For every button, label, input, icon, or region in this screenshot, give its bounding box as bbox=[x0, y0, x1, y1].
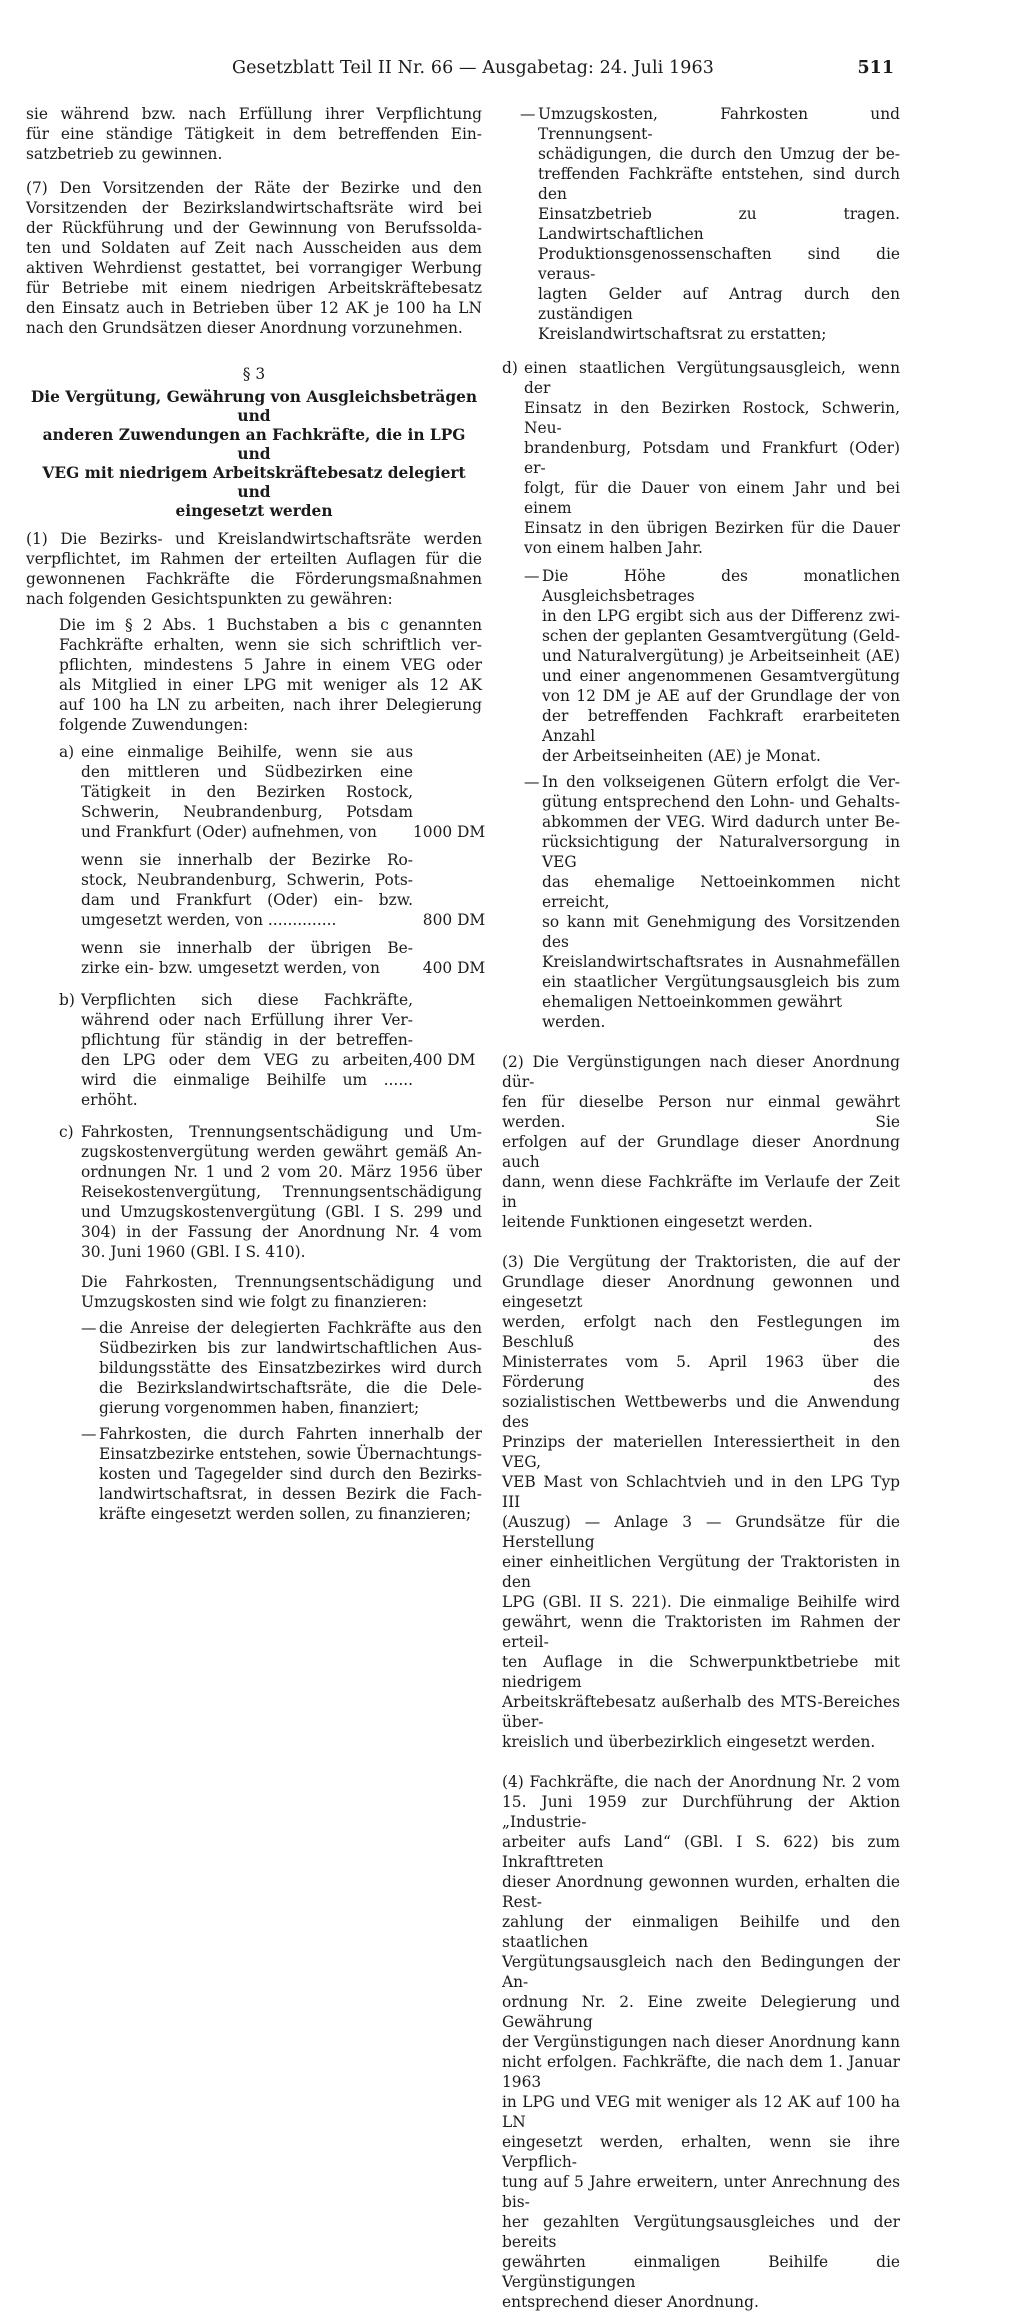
text-line: eingesetzt werden, erhalten, wenn sie ihre Verpflich- bbox=[502, 2133, 900, 2171]
text-line: brandenburg, Potsdam und Frankfurt (Oder) er- bbox=[524, 439, 900, 477]
amount-row-a2 bbox=[81, 850, 513, 930]
text-line: zugskostenvergütung werden gewährt gemäß An- bbox=[81, 1143, 482, 1161]
text-line: erhöht. bbox=[81, 1091, 138, 1109]
text-line: von 12 DM je AE auf der Grundlage der von bbox=[542, 687, 900, 705]
text-line: schen der geplanten Gesamtvergütung (Geld- bbox=[542, 627, 900, 645]
item-a1-text bbox=[81, 742, 413, 842]
text-line: abkommen der VEG. Wird dadurch unter Be- bbox=[542, 813, 900, 831]
item-label-c: c) bbox=[59, 1123, 74, 1141]
c-dash-2-text bbox=[99, 1424, 482, 1524]
text-line: den LPG oder dem VEG zu arbeiten, bbox=[81, 1051, 413, 1069]
text-line: folgende Zuwendungen: bbox=[59, 716, 249, 734]
text-line: leitende Funktionen eingesetzt werden. bbox=[502, 1213, 813, 1231]
text-line: nicht erfolgen. Fachkräfte, die nach dem 1. Januar 1963 bbox=[502, 2053, 900, 2091]
r-dash-1-text bbox=[538, 104, 900, 344]
text-line: anderen Zuwendungen an Fachkräfte, die in LPG und bbox=[42, 426, 466, 463]
text-line: den Einsatz auch in Betrieben über 12 AK je 100 ha LN bbox=[26, 299, 482, 317]
text-line: zirke ein- bzw. umgesetzt werden, von bbox=[81, 959, 380, 977]
text-line: Verpflichten sich diese Fachkräfte, bbox=[81, 991, 413, 1009]
item-label-d: d) bbox=[502, 359, 518, 377]
text-line: kreislich und überbezirklich eingesetzt werden. bbox=[502, 1733, 876, 1751]
text-line: Einsatz in den übrigen Bezirken für die Dauer bbox=[524, 519, 900, 537]
text-line: eine einmalige Beihilfe, wenn sie aus bbox=[81, 743, 413, 761]
item-c-text bbox=[81, 1122, 482, 1262]
d-dash-item-1 bbox=[524, 566, 900, 766]
text-line: Die Vergütung, Gewährung von Ausgleichsbeträgen und bbox=[30, 388, 478, 425]
text-line: erfolgen auf der Grundlage dieser Anordnung auch bbox=[502, 1133, 900, 1171]
list-item-c bbox=[59, 1122, 482, 1524]
text-line: landwirtschaftsrat, in dessen Bezirk die Fach- bbox=[99, 1485, 482, 1503]
text-line: LPG (GBl. II S. 221). Die einmalige Beihilfe wird bbox=[502, 1593, 900, 1611]
item-a2-text bbox=[81, 850, 413, 930]
text-line: Die Höhe des monatlichen Ausgleichsbetrages bbox=[542, 567, 900, 605]
c-dash-item-1 bbox=[81, 1318, 482, 1418]
text-line: wenn sie innerhalb der übrigen Be- bbox=[81, 939, 413, 957]
item-d-text bbox=[524, 358, 900, 558]
amount-row-a1 bbox=[81, 742, 513, 842]
c-dash-item-2 bbox=[81, 1424, 482, 1524]
benefits-block bbox=[59, 615, 486, 1524]
list-item-d bbox=[502, 358, 900, 1032]
paragraph-4 bbox=[502, 1772, 900, 2312]
text-line: Umzugskosten sind wie folgt zu finanzieren: bbox=[81, 1293, 428, 1311]
list-item-b bbox=[59, 990, 482, 1110]
paragraph-3 bbox=[502, 1252, 900, 1752]
text-line: und Naturalvergütung) je Arbeitseinheit (AE) bbox=[542, 647, 900, 665]
text-line: die Anreise der delegierten Fachkräfte aus den bbox=[99, 1319, 482, 1337]
text-line: dieser Anordnung gewonnen wurden, erhalten die Rest- bbox=[502, 1873, 900, 1911]
text-line: während oder nach Erfüllung ihrer Ver- bbox=[81, 1011, 413, 1029]
text-line: satzbetrieb zu gewinnen. bbox=[26, 145, 223, 163]
text-line: tung auf 5 Jahre erweitern, unter Anrechnung des bis- bbox=[502, 2173, 900, 2211]
text-line: verpflichtet, im Rahmen der erteilten Auflagen für die bbox=[26, 550, 482, 568]
text-line: Einsatz in den Bezirken Rostock, Schwerin, Neu- bbox=[524, 399, 900, 437]
text-line: Die Fahrkosten, Trennungsentschädigung und bbox=[81, 1273, 482, 1291]
text-line: VEB Mast von Schlachtvieh und in den LPG Typ III bbox=[502, 1473, 900, 1511]
text-line: 304) in der Fassung der Anordnung Nr. 4 vom bbox=[81, 1223, 482, 1241]
text-line: gewährt, wenn die Traktoristen im Rahmen der erteil- bbox=[502, 1613, 900, 1651]
text-line: bildungsstätte des Einsatzbezirkes wird durch bbox=[99, 1359, 482, 1377]
text-line: aktiven Wehrdienst gestattet, bei vorrangiger Werbung bbox=[26, 259, 482, 277]
d-dash-2-text bbox=[542, 772, 900, 1032]
dash-marker: — bbox=[81, 1319, 97, 1337]
text-line: lagten Gelder auf Antrag durch den zuständigen bbox=[538, 285, 900, 323]
text-line: in den LPG ergibt sich aus der Differenz zwi- bbox=[542, 607, 900, 625]
text-line: her gezahlten Vergütungsausgleiches und der bereits bbox=[502, 2213, 900, 2251]
section-number: § 3 bbox=[242, 365, 266, 383]
item-a3-text bbox=[81, 938, 413, 978]
text-line: nach den Grundsätzen dieser Anordnung vorzunehmen. bbox=[26, 319, 463, 337]
text-line: gütung entsprechend den Lohn- und Gehalts- bbox=[542, 793, 900, 811]
text-line: (Auszug) — Anlage 3 — Grundsätze für die Herstellung bbox=[502, 1513, 900, 1551]
text-line: (7) Den Vorsitzenden der Räte der Bezirke und den bbox=[26, 179, 482, 197]
text-line: folgt, für die Dauer von einem Jahr und bei einem bbox=[524, 479, 900, 517]
text-line: für Betriebe mit einem niedrigen Arbeitskräftebesatz bbox=[26, 279, 482, 297]
amount-a3: 400 DM bbox=[422, 959, 486, 977]
text-line: zahlung der einmaligen Beihilfe und den staatlichen bbox=[502, 1913, 900, 1951]
text-line: den mittleren und Südbezirken eine bbox=[81, 763, 413, 781]
text-line: eingesetzt werden bbox=[175, 502, 333, 520]
text-line: (1) Die Bezirks- und Kreislandwirtschaftsräte werden bbox=[26, 530, 482, 548]
text-line: der Arbeitseinheiten (AE) je Monat. bbox=[542, 747, 821, 765]
text-line: von einem halben Jahr. bbox=[524, 539, 703, 557]
text-line: der betreffenden Fachkraft erarbeiteten Anzahl bbox=[542, 707, 900, 745]
text-line: dam und Frankfurt (Oder) ein- bzw. bbox=[81, 891, 413, 909]
text-line: und Frankfurt (Oder) aufnehmen, von bbox=[81, 823, 377, 841]
text-line: kräfte eingesetzt werden sollen, zu finanzieren; bbox=[99, 1505, 472, 1523]
page-number: 511 bbox=[857, 58, 894, 78]
text-line: und Umzugskostenvergütung (GBl. I S. 299 und bbox=[81, 1203, 482, 1221]
text-line: umgesetzt werden, von .............. bbox=[81, 911, 337, 929]
section-title bbox=[26, 388, 482, 521]
text-line: Schwerin, Neubrandenburg, Potsdam bbox=[81, 803, 413, 821]
text-line: (2) Die Vergünstigungen nach dieser Anordnung dür- bbox=[502, 1053, 900, 1091]
text-line: Grundlage dieser Anordnung gewonnen und eingesetzt bbox=[502, 1273, 900, 1311]
dash-marker: — bbox=[520, 105, 536, 123]
header-title: Gesetzblatt Teil II Nr. 66 — Ausgabetag: 24. Juli 1963 bbox=[232, 58, 714, 78]
text-line: 15. Juni 1959 zur Durchführung der Aktion „Industrie- bbox=[502, 1793, 900, 1831]
right-column bbox=[502, 104, 900, 2312]
text-line: Vergütungsausgleich nach den Bedingungen der An- bbox=[502, 1953, 900, 1991]
text-line: Fachkräfte erhalten, wenn sie sich schriftlich ver- bbox=[59, 636, 482, 654]
text-line: einer einheitlichen Vergütung der Traktoristen in den bbox=[502, 1553, 900, 1591]
text-line: In den volkseigenen Gütern erfolgt die Ver- bbox=[542, 773, 900, 791]
text-line: ordnungen Nr. 1 und 2 vom 20. März 1956 über bbox=[81, 1163, 482, 1181]
text-line: die Bezirkslandwirtschaftsräte, die die Dele- bbox=[99, 1379, 482, 1397]
dash-marker: — bbox=[524, 567, 540, 585]
page-header bbox=[232, 56, 952, 90]
text-line: einen staatlichen Vergütungsausgleich, wenn der bbox=[524, 359, 900, 397]
amount-row-b bbox=[81, 990, 503, 1110]
text-line: 30. Juni 1960 (GBl. I S. 410). bbox=[81, 1243, 306, 1261]
item-label-a: a) bbox=[59, 743, 75, 761]
text-line: Fahrkosten, die durch Fahrten innerhalb der bbox=[99, 1425, 482, 1443]
text-line: in LPG und VEG mit weniger als 12 AK auf 100 ha LN bbox=[502, 2093, 900, 2131]
text-line: pflichten, mindestens 5 Jahre in einem VEG oder bbox=[59, 656, 482, 674]
r-dash-item-1 bbox=[520, 104, 900, 344]
text-line: stock, Neubrandenburg, Schwerin, Pots- bbox=[81, 871, 413, 889]
text-line: (3) Die Vergütung der Traktoristen, die auf der bbox=[502, 1253, 900, 1271]
text-line: treffenden Fachkräfte entstehen, sind durch den bbox=[538, 165, 900, 203]
paragraph-1 bbox=[26, 529, 482, 609]
text-line: Südbezirken bis zur landwirtschaftlichen Aus- bbox=[99, 1339, 482, 1357]
text-line: Ministerrates vom 5. April 1963 über die Förderung des bbox=[502, 1353, 900, 1391]
text-line: gewonnenen Fachkräfte die Förderungsmaßnahmen bbox=[26, 570, 482, 588]
text-line: und einer angenommenen Gesamtvergütung bbox=[542, 667, 900, 685]
text-line: Einsatzbezirke entstehen, sowie Übernachtungs- bbox=[99, 1445, 482, 1463]
text-line: (4) Fachkräfte, die nach der Anordnung Nr. 2 vom bbox=[502, 1773, 900, 1791]
text-line: Fahrkosten, Trennungsentschädigung und Um- bbox=[81, 1123, 482, 1141]
text-line: wird die einmalige Beihilfe um ...... bbox=[81, 1071, 413, 1089]
text-line: Die im § 2 Abs. 1 Buchstaben a bis c genannten bbox=[59, 616, 482, 634]
text-line: Kreislandwirtschaftsrates in Ausnahmefällen bbox=[542, 953, 900, 971]
text-line: ten Auflage in die Schwerpunktbetriebe mit niedrigem bbox=[502, 1653, 900, 1691]
text-line: ehemaligen Nettoeinkommen gewährt werden. bbox=[542, 993, 843, 1031]
text-line: dann, wenn diese Fachkräfte im Verlaufe der Zeit in bbox=[502, 1173, 900, 1211]
amount-row-a3 bbox=[81, 938, 513, 978]
text-line: Prinzips der materiellen Interessiertheit in den VEG, bbox=[502, 1433, 900, 1471]
text-line: Arbeitskräftebesatz außerhalb des MTS-Bereiches über- bbox=[502, 1693, 900, 1731]
text-line: fen für dieselbe Person nur einmal gewährt werden. Sie bbox=[502, 1093, 900, 1131]
text-line: ten und Soldaten auf Zeit nach Ausscheiden aus dem bbox=[26, 239, 482, 257]
text-line: gierung vorgenommen haben, finanziert; bbox=[99, 1399, 420, 1417]
text-line: der Rückführung und der Gewinnung von Berufssolda- bbox=[26, 219, 482, 237]
item-label-b: b) bbox=[59, 991, 75, 1009]
text-line: ein staatlicher Vergütungsausgleich bis zum bbox=[542, 973, 900, 991]
text-line: pflichtung für ständig in der betreffen- bbox=[81, 1031, 413, 1049]
text-line: Produktionsgenossenschaften sind die veraus- bbox=[538, 245, 900, 283]
dash-marker: — bbox=[81, 1425, 97, 1443]
text-line: VEG mit niedrigem Arbeitskräftebesatz delegiert und bbox=[42, 464, 466, 501]
text-line: Vorsitzenden der Bezirkslandwirtschaftsräte wird bei bbox=[26, 199, 482, 217]
text-line: Reisekostenvergütung, Trennungsentschädigung bbox=[81, 1183, 482, 1201]
item-c-financing bbox=[81, 1272, 482, 1312]
text-line: arbeiter aufs Land“ (GBl. I S. 622) bis zum Inkrafttreten bbox=[502, 1833, 900, 1871]
text-line: werden, erfolgt nach den Festlegungen im Beschluß des bbox=[502, 1313, 900, 1351]
text-line: das ehemalige Nettoeinkommen nicht erreicht, bbox=[542, 873, 900, 911]
left-column bbox=[26, 104, 486, 1524]
amount-a1: 1000 DM bbox=[413, 823, 486, 841]
text-line: gewährten einmaligen Beihilfe die Vergünstigungen bbox=[502, 2253, 900, 2291]
text-line: nach folgenden Gesichtspunkten zu gewähren: bbox=[26, 590, 393, 608]
text-line: wenn sie innerhalb der Bezirke Ro- bbox=[81, 851, 413, 869]
amount-b: 400 DM bbox=[413, 1051, 476, 1069]
text-line: Einsatzbetrieb zu tragen. Landwirtschaftlichen bbox=[538, 205, 900, 243]
text-line: sozialistischen Wettbewerbs und die Anwendung des bbox=[502, 1393, 900, 1431]
text-line: ordnung Nr. 2. Eine zweite Delegierung und Gewährung bbox=[502, 1993, 900, 2031]
paragraph-2 bbox=[502, 1052, 900, 1232]
text-line: Umzugskosten, Fahrkosten und Trennungsent- bbox=[538, 105, 900, 143]
text-line: Tätigkeit in den Bezirken Rostock, bbox=[81, 783, 413, 801]
item-b-text bbox=[81, 990, 413, 1110]
text-line: der Vergünstigungen nach dieser Anordnung kann bbox=[502, 2033, 900, 2051]
paragraph-7 bbox=[26, 178, 482, 338]
dash-marker: — bbox=[524, 773, 540, 791]
text-line: Kreislandwirtschaftsrat zu erstatten; bbox=[538, 325, 827, 343]
list-item-a bbox=[59, 742, 486, 978]
text-line: für eine ständige Tätigkeit in dem betreffenden Ein- bbox=[26, 125, 482, 143]
text-line: entsprechend dieser Anordnung. bbox=[502, 2293, 759, 2311]
paragraph-continuation bbox=[26, 104, 482, 164]
d-dash-1-text bbox=[542, 566, 900, 766]
text-line: als Mitglied in einer LPG mit weniger als 12 AK bbox=[59, 676, 482, 694]
text-line: sie während bzw. nach Erfüllung ihrer Verpflichtung bbox=[26, 105, 482, 123]
amount-a2: 800 DM bbox=[422, 911, 486, 929]
text-line: so kann mit Genehmigung des Vorsitzenden des bbox=[542, 913, 900, 951]
benefits-intro bbox=[59, 615, 482, 735]
text-line: rücksichtigung der Naturalversorgung in VEG bbox=[542, 833, 900, 871]
d-dash-item-2 bbox=[524, 772, 900, 1032]
text-line: kosten und Tagegelder sind durch den Bezirks- bbox=[99, 1465, 482, 1483]
c-dash-1-text bbox=[99, 1318, 482, 1418]
text-line: schädigungen, die durch den Umzug der be- bbox=[538, 145, 900, 163]
text-line: auf 100 ha LN zu arbeiten, nach ihrer Delegierung bbox=[59, 696, 482, 714]
